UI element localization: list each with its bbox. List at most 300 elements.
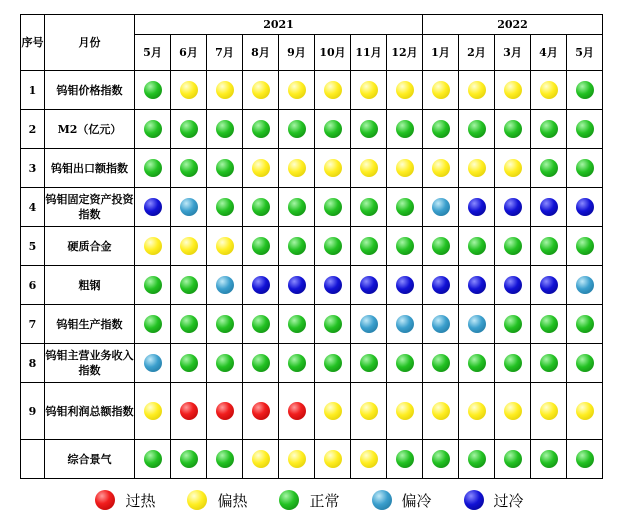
signal-cell: [135, 110, 171, 149]
signal-cell: [351, 440, 387, 479]
month-header-cell: 8月: [243, 35, 279, 71]
legend-red-light-icon: [95, 490, 115, 510]
signal-cell: [531, 305, 567, 344]
signal-green-light-icon: [432, 354, 450, 372]
signal-cell: [387, 227, 423, 266]
row-index: 2: [21, 110, 45, 149]
signal-yellow-light-icon: [360, 450, 378, 468]
signal-cell: [459, 440, 495, 479]
legend-item-green: [279, 490, 339, 511]
row-index: 9: [21, 383, 45, 440]
signal-green-light-icon: [324, 120, 342, 138]
signal-green-light-icon: [216, 315, 234, 333]
signal-red-light-icon: [288, 402, 306, 420]
signal-cell: [567, 344, 603, 383]
signal-cyan-light-icon: [396, 315, 414, 333]
signal-cell: [171, 440, 207, 479]
signal-cell: [423, 305, 459, 344]
row-label: 钨钼价格指数: [45, 71, 135, 110]
signal-green-light-icon: [216, 198, 234, 216]
table-row: [21, 440, 603, 479]
row-label: 钨钼生产指数: [45, 305, 135, 344]
signal-yellow-light-icon: [252, 450, 270, 468]
table-row: [21, 344, 603, 383]
signal-yellow-light-icon: [432, 159, 450, 177]
signal-cell: [387, 71, 423, 110]
signal-green-light-icon: [288, 315, 306, 333]
signal-cell: [531, 110, 567, 149]
signal-cell: [387, 440, 423, 479]
signal-cell: [243, 440, 279, 479]
row-label: 综合景气: [45, 440, 135, 479]
signal-cell: [387, 344, 423, 383]
table-row: [21, 110, 603, 149]
signal-cyan-light-icon: [576, 276, 594, 294]
legend-cyan-light-icon: [372, 490, 392, 510]
signal-green-light-icon: [396, 120, 414, 138]
signal-yellow-light-icon: [396, 159, 414, 177]
signal-yellow-light-icon: [468, 81, 486, 99]
signal-green-light-icon: [180, 276, 198, 294]
signal-cell: [567, 266, 603, 305]
signal-cell: [459, 344, 495, 383]
signal-green-light-icon: [144, 450, 162, 468]
signal-green-light-icon: [288, 120, 306, 138]
signal-cell: [243, 227, 279, 266]
signal-green-light-icon: [540, 159, 558, 177]
signal-green-light-icon: [396, 354, 414, 372]
index-header: 序号: [21, 15, 45, 71]
signal-cyan-light-icon: [144, 354, 162, 372]
signal-green-light-icon: [540, 120, 558, 138]
signal-blue-light-icon: [576, 198, 594, 216]
signal-green-light-icon: [360, 120, 378, 138]
signal-green-light-icon: [180, 120, 198, 138]
signal-cell: [243, 71, 279, 110]
signal-cell: [171, 149, 207, 188]
signal-cyan-light-icon: [180, 198, 198, 216]
signal-cell: [567, 305, 603, 344]
signal-cell: [207, 149, 243, 188]
signal-cell: [351, 227, 387, 266]
table-row: [21, 383, 603, 440]
signal-green-light-icon: [540, 315, 558, 333]
signal-cell: [171, 188, 207, 227]
signal-yellow-light-icon: [504, 402, 522, 420]
signal-cell: [315, 149, 351, 188]
signal-cell: [243, 383, 279, 440]
signal-green-light-icon: [324, 198, 342, 216]
signal-green-light-icon: [144, 315, 162, 333]
row-label: 钨钼出口额指数: [45, 149, 135, 188]
signal-cell: [135, 227, 171, 266]
signal-cell: [171, 71, 207, 110]
signal-cell: [531, 440, 567, 479]
signal-cell: [243, 110, 279, 149]
signal-cell: [495, 227, 531, 266]
signal-green-light-icon: [504, 354, 522, 372]
signal-cell: [135, 71, 171, 110]
signal-yellow-light-icon: [324, 81, 342, 99]
signal-yellow-light-icon: [396, 402, 414, 420]
table-row: [21, 149, 603, 188]
signal-green-light-icon: [576, 237, 594, 255]
signal-green-light-icon: [216, 354, 234, 372]
signal-yellow-light-icon: [288, 159, 306, 177]
signal-green-light-icon: [180, 450, 198, 468]
signal-green-light-icon: [396, 450, 414, 468]
legend-item-cyan: [372, 490, 432, 511]
signal-cell: [459, 266, 495, 305]
signal-yellow-light-icon: [180, 237, 198, 255]
signal-cell: [459, 149, 495, 188]
signal-blue-light-icon: [504, 198, 522, 216]
signal-green-light-icon: [180, 159, 198, 177]
signal-blue-light-icon: [504, 276, 522, 294]
signal-cell: [171, 383, 207, 440]
signal-yellow-light-icon: [360, 81, 378, 99]
signal-cell: [423, 110, 459, 149]
signal-cell: [459, 305, 495, 344]
signal-yellow-light-icon: [360, 402, 378, 420]
signal-yellow-light-icon: [324, 402, 342, 420]
signal-cell: [531, 383, 567, 440]
signal-cell: [387, 110, 423, 149]
signal-cell: [531, 227, 567, 266]
signal-cell: [351, 71, 387, 110]
signal-cell: [567, 227, 603, 266]
signal-cell: [495, 149, 531, 188]
signal-green-light-icon: [504, 120, 522, 138]
signal-cell: [423, 71, 459, 110]
signal-cell: [135, 188, 171, 227]
signal-yellow-light-icon: [288, 81, 306, 99]
signal-blue-light-icon: [540, 276, 558, 294]
signal-cell: [567, 71, 603, 110]
legend: [0, 486, 619, 514]
signal-green-light-icon: [360, 237, 378, 255]
month-header-cell: 10月: [315, 35, 351, 71]
month-header-cell: 11月: [351, 35, 387, 71]
signal-green-light-icon: [576, 450, 594, 468]
signal-cell: [423, 344, 459, 383]
signal-cell: [171, 266, 207, 305]
signal-green-light-icon: [504, 315, 522, 333]
table-row: [21, 71, 603, 110]
signal-cell: [459, 227, 495, 266]
signal-blue-light-icon: [540, 198, 558, 216]
signal-cell: [495, 305, 531, 344]
signal-cyan-light-icon: [432, 315, 450, 333]
signal-cell: [495, 344, 531, 383]
signal-cell: [279, 110, 315, 149]
signal-green-light-icon: [288, 198, 306, 216]
year-header: 2022: [423, 15, 603, 35]
row-index: 1: [21, 71, 45, 110]
signal-green-light-icon: [216, 159, 234, 177]
signal-green-light-icon: [324, 354, 342, 372]
signal-cell: [531, 71, 567, 110]
signal-yellow-light-icon: [144, 402, 162, 420]
signal-yellow-light-icon: [324, 159, 342, 177]
signal-yellow-light-icon: [180, 81, 198, 99]
signal-green-light-icon: [432, 450, 450, 468]
signal-cell: [135, 383, 171, 440]
signal-yellow-light-icon: [504, 81, 522, 99]
signal-blue-light-icon: [324, 276, 342, 294]
signal-cyan-light-icon: [216, 276, 234, 294]
signal-cell: [135, 305, 171, 344]
signal-green-light-icon: [252, 120, 270, 138]
month-header-cell: 4月: [531, 35, 567, 71]
signal-cell: [207, 110, 243, 149]
month-header-cell: 3月: [495, 35, 531, 71]
signal-green-light-icon: [504, 450, 522, 468]
signal-cell: [279, 440, 315, 479]
signal-cell: [567, 440, 603, 479]
signal-cell: [387, 188, 423, 227]
signal-yellow-light-icon: [468, 159, 486, 177]
signal-cell: [387, 383, 423, 440]
signal-cell: [135, 149, 171, 188]
signal-cell: [459, 71, 495, 110]
signal-green-light-icon: [576, 120, 594, 138]
signal-green-light-icon: [468, 450, 486, 468]
row-label: 钨钼利润总额指数: [45, 383, 135, 440]
row-index: 4: [21, 188, 45, 227]
signal-cell: [423, 383, 459, 440]
table-row: [21, 305, 603, 344]
legend-item-blue: [464, 490, 524, 511]
signal-yellow-light-icon: [432, 402, 450, 420]
signal-green-light-icon: [540, 450, 558, 468]
signal-cell: [459, 110, 495, 149]
signal-cyan-light-icon: [360, 315, 378, 333]
table-row: [21, 188, 603, 227]
signal-green-light-icon: [468, 354, 486, 372]
signal-blue-light-icon: [252, 276, 270, 294]
signal-cell: [351, 188, 387, 227]
signal-cell: [423, 188, 459, 227]
signal-cell: [567, 383, 603, 440]
signal-cell: [423, 440, 459, 479]
signal-green-light-icon: [180, 315, 198, 333]
legend-label: 偏热: [217, 491, 248, 510]
signal-cell: [495, 440, 531, 479]
signal-cell: [423, 227, 459, 266]
row-label: M2（亿元）: [45, 110, 135, 149]
signal-cell: [243, 266, 279, 305]
legend-yellow-light-icon: [187, 490, 207, 510]
signal-cell: [495, 110, 531, 149]
signal-cell: [171, 344, 207, 383]
signal-green-light-icon: [144, 159, 162, 177]
signal-yellow-light-icon: [396, 81, 414, 99]
signal-cell: [567, 110, 603, 149]
signal-green-light-icon: [576, 159, 594, 177]
signal-cell: [459, 383, 495, 440]
signal-blue-light-icon: [468, 276, 486, 294]
signal-cell: [171, 110, 207, 149]
signal-green-light-icon: [360, 198, 378, 216]
signal-cell: [315, 266, 351, 305]
legend-label: 偏冷: [401, 491, 432, 510]
signal-cell: [279, 383, 315, 440]
signal-cell: [567, 149, 603, 188]
signal-yellow-light-icon: [288, 450, 306, 468]
signal-green-light-icon: [576, 315, 594, 333]
signal-cell: [243, 344, 279, 383]
signal-blue-light-icon: [396, 276, 414, 294]
signal-green-light-icon: [540, 237, 558, 255]
row-index: 8: [21, 344, 45, 383]
signal-yellow-light-icon: [540, 81, 558, 99]
signal-cell: [279, 344, 315, 383]
row-index: 5: [21, 227, 45, 266]
signal-green-light-icon: [252, 315, 270, 333]
signal-cell: [423, 266, 459, 305]
signal-green-light-icon: [540, 354, 558, 372]
signal-cell: [171, 227, 207, 266]
signal-blue-light-icon: [288, 276, 306, 294]
signal-cell: [243, 188, 279, 227]
signal-green-light-icon: [360, 354, 378, 372]
signal-green-light-icon: [216, 120, 234, 138]
signal-green-light-icon: [180, 354, 198, 372]
row-index: 6: [21, 266, 45, 305]
table-row: [21, 227, 603, 266]
signal-cell: [135, 344, 171, 383]
signal-cell: [315, 71, 351, 110]
signal-cell: [315, 188, 351, 227]
legend-item-red: [95, 490, 155, 511]
signal-green-light-icon: [468, 237, 486, 255]
signal-yellow-light-icon: [360, 159, 378, 177]
signal-green-light-icon: [288, 237, 306, 255]
legend-green-light-icon: [279, 490, 299, 510]
signal-yellow-light-icon: [324, 450, 342, 468]
signal-green-light-icon: [252, 354, 270, 372]
signal-cell: [207, 266, 243, 305]
signal-cell: [207, 383, 243, 440]
signal-cell: [171, 305, 207, 344]
signal-cell: [207, 440, 243, 479]
signal-cell: [315, 344, 351, 383]
signal-cell: [243, 149, 279, 188]
signal-blue-light-icon: [432, 276, 450, 294]
signal-cell: [459, 188, 495, 227]
month-header-cell: 6月: [171, 35, 207, 71]
signal-cell: [495, 188, 531, 227]
signal-cell: [207, 305, 243, 344]
signal-red-light-icon: [180, 402, 198, 420]
signal-yellow-light-icon: [216, 81, 234, 99]
signal-yellow-light-icon: [576, 402, 594, 420]
signal-green-light-icon: [144, 81, 162, 99]
month-header-cell: 12月: [387, 35, 423, 71]
signal-green-light-icon: [504, 237, 522, 255]
row-index: 3: [21, 149, 45, 188]
signal-cell: [387, 266, 423, 305]
signal-cyan-light-icon: [432, 198, 450, 216]
signal-cell: [243, 305, 279, 344]
signal-green-light-icon: [216, 450, 234, 468]
signal-green-light-icon: [324, 315, 342, 333]
month-header-cell: 2月: [459, 35, 495, 71]
signal-cell: [279, 149, 315, 188]
signal-green-light-icon: [432, 120, 450, 138]
month-header-cell: 1月: [423, 35, 459, 71]
signal-cell: [279, 305, 315, 344]
signal-cell: [207, 227, 243, 266]
year-header: 2021: [135, 15, 423, 35]
legend-label: 过热: [125, 491, 156, 510]
signal-cell: [279, 71, 315, 110]
signal-cyan-light-icon: [468, 315, 486, 333]
legend-item-yellow: [187, 490, 247, 511]
signal-yellow-light-icon: [144, 237, 162, 255]
signal-yellow-light-icon: [540, 402, 558, 420]
header-row-years: [21, 15, 603, 35]
signal-yellow-light-icon: [432, 81, 450, 99]
signal-blue-light-icon: [144, 198, 162, 216]
signal-green-light-icon: [396, 198, 414, 216]
signal-cell: [279, 188, 315, 227]
legend-blue-light-icon: [464, 490, 484, 510]
signal-cell: [351, 383, 387, 440]
signal-cell: [135, 266, 171, 305]
legend-label: 过冷: [493, 491, 524, 510]
signal-cell: [207, 344, 243, 383]
row-label: 硬质合金: [45, 227, 135, 266]
signal-cell: [567, 188, 603, 227]
signal-cell: [315, 440, 351, 479]
signal-cell: [387, 149, 423, 188]
signal-cell: [135, 440, 171, 479]
signal-green-light-icon: [576, 81, 594, 99]
signal-green-light-icon: [252, 198, 270, 216]
month-header-cell: 9月: [279, 35, 315, 71]
month-header-cell: 5月: [567, 35, 603, 71]
signal-green-light-icon: [396, 237, 414, 255]
signal-cell: [531, 188, 567, 227]
row-index: 7: [21, 305, 45, 344]
signal-cell: [315, 383, 351, 440]
signal-green-light-icon: [468, 120, 486, 138]
signal-cell: [351, 149, 387, 188]
signal-yellow-light-icon: [504, 159, 522, 177]
signal-cell: [495, 383, 531, 440]
signal-cell: [315, 110, 351, 149]
table-row: [21, 266, 603, 305]
signal-green-light-icon: [288, 354, 306, 372]
month-header-cell: 5月: [135, 35, 171, 71]
signal-cell: [531, 344, 567, 383]
signal-green-light-icon: [252, 237, 270, 255]
signal-yellow-light-icon: [216, 237, 234, 255]
signal-cell: [351, 344, 387, 383]
signal-cell: [531, 266, 567, 305]
signal-cell: [315, 305, 351, 344]
row-index: [21, 440, 45, 479]
month-header-cell: 7月: [207, 35, 243, 71]
signal-cell: [351, 110, 387, 149]
row-label: 钨钼主营业务收入指数: [45, 344, 135, 383]
signal-cell: [531, 149, 567, 188]
signal-cell: [495, 266, 531, 305]
signal-cell: [351, 266, 387, 305]
signal-cell: [387, 305, 423, 344]
